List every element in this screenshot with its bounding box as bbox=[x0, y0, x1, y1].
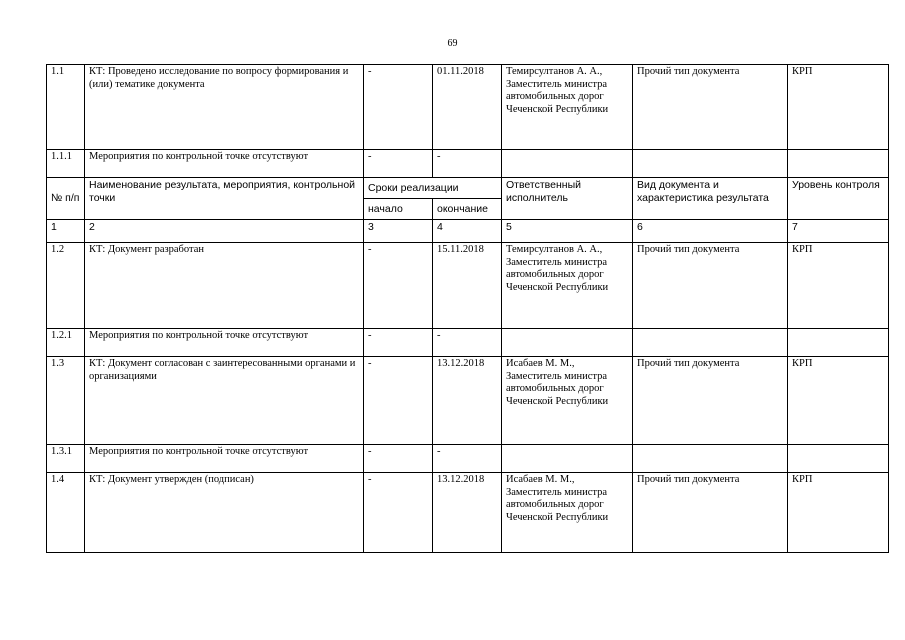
header-num-cell: 3 bbox=[364, 220, 433, 243]
row-name: КТ: Проведено исследование по вопросу формирования и (или) тематике документа bbox=[85, 65, 364, 150]
table-row bbox=[47, 329, 889, 357]
row-end: 13.12.2018 bbox=[433, 357, 502, 445]
header-num-cell: 5 bbox=[502, 220, 633, 243]
row-responsible bbox=[502, 445, 633, 473]
row-control bbox=[788, 150, 889, 178]
row-name: КТ: Документ согласован с заинтересованными органами и организациями bbox=[85, 357, 364, 445]
row-number: 1.3 bbox=[47, 357, 85, 445]
row-name: Мероприятия по контрольной точке отсутствуют bbox=[85, 150, 364, 178]
header-responsible: Ответственный исполнитель bbox=[502, 178, 633, 220]
row-end: - bbox=[433, 445, 502, 473]
row-number: 1.1.1 bbox=[47, 150, 85, 178]
row-end: 13.12.2018 bbox=[433, 473, 502, 553]
row-start: - bbox=[364, 445, 433, 473]
table-row bbox=[47, 150, 889, 178]
row-doc-type bbox=[633, 445, 788, 473]
header-start: начало bbox=[364, 199, 433, 220]
row-doc-type bbox=[633, 150, 788, 178]
row-doc-type: Прочий тип документа bbox=[633, 65, 788, 150]
row-responsible bbox=[502, 150, 633, 178]
row-name: Мероприятия по контрольной точке отсутствуют bbox=[85, 445, 364, 473]
header-num-cell: 6 bbox=[633, 220, 788, 243]
row-doc-type bbox=[633, 329, 788, 357]
row-start: - bbox=[364, 357, 433, 445]
row-control bbox=[788, 445, 889, 473]
row-number: 1.2 bbox=[47, 243, 85, 329]
row-name: КТ: Документ разработан bbox=[85, 243, 364, 329]
table-row bbox=[47, 473, 889, 553]
header-doc-type: Вид документа и характеристика результата bbox=[633, 178, 788, 220]
page-number: 69 bbox=[447, 38, 458, 49]
row-responsible: Темирсултанов А. А., Заместитель министра автомобильных дорог Чеченской Республики bbox=[502, 243, 633, 329]
row-end: - bbox=[433, 150, 502, 178]
header-num-cell: 7 bbox=[788, 220, 889, 243]
header-number: № п/п bbox=[47, 178, 85, 220]
header-name: Наименование результата, мероприятия, контрольной точки bbox=[85, 178, 364, 220]
row-start: - bbox=[364, 329, 433, 357]
row-control: КРП bbox=[788, 473, 889, 553]
row-number: 1.4 bbox=[47, 473, 85, 553]
table-row bbox=[47, 357, 889, 445]
row-start: - bbox=[364, 150, 433, 178]
table-row bbox=[47, 243, 889, 329]
row-number: 1.1 bbox=[47, 65, 85, 150]
row-end: - bbox=[433, 329, 502, 357]
header-period: Сроки реализации bbox=[364, 178, 502, 199]
row-responsible: Исабаев М. М., Заместитель министра автомобильных дорог Чеченской Республики bbox=[502, 357, 633, 445]
row-responsible: Темирсултанов А. А., Заместитель министра автомобильных дорог Чеченской Республики bbox=[502, 65, 633, 150]
row-control bbox=[788, 329, 889, 357]
row-control: КРП bbox=[788, 65, 889, 150]
table-row bbox=[47, 445, 889, 473]
header-num-cell: 2 bbox=[85, 220, 364, 243]
row-control: КРП bbox=[788, 357, 889, 445]
header-control: Уровень контроля bbox=[788, 178, 889, 220]
row-end: 01.11.2018 bbox=[433, 65, 502, 150]
row-end: 15.11.2018 bbox=[433, 243, 502, 329]
row-responsible bbox=[502, 329, 633, 357]
row-doc-type: Прочий тип документа bbox=[633, 473, 788, 553]
row-number: 1.2.1 bbox=[47, 329, 85, 357]
row-name: КТ: Документ утвержден (подписан) bbox=[85, 473, 364, 553]
row-name: Мероприятия по контрольной точке отсутствуют bbox=[85, 329, 364, 357]
plan-table bbox=[46, 64, 889, 553]
row-start: - bbox=[364, 473, 433, 553]
header-num-cell: 4 bbox=[433, 220, 502, 243]
row-doc-type: Прочий тип документа bbox=[633, 357, 788, 445]
header-end: окончание bbox=[433, 199, 502, 220]
row-doc-type: Прочий тип документа bbox=[633, 243, 788, 329]
row-control: КРП bbox=[788, 243, 889, 329]
header-numbers-row bbox=[47, 220, 889, 243]
row-start: - bbox=[364, 243, 433, 329]
row-start: - bbox=[364, 65, 433, 150]
table-row bbox=[47, 65, 889, 150]
header-num-cell: 1 bbox=[47, 220, 85, 243]
header-row bbox=[47, 178, 889, 199]
row-number: 1.3.1 bbox=[47, 445, 85, 473]
row-responsible: Исабаев М. М., Заместитель министра автомобильных дорог Чеченской Республики bbox=[502, 473, 633, 553]
